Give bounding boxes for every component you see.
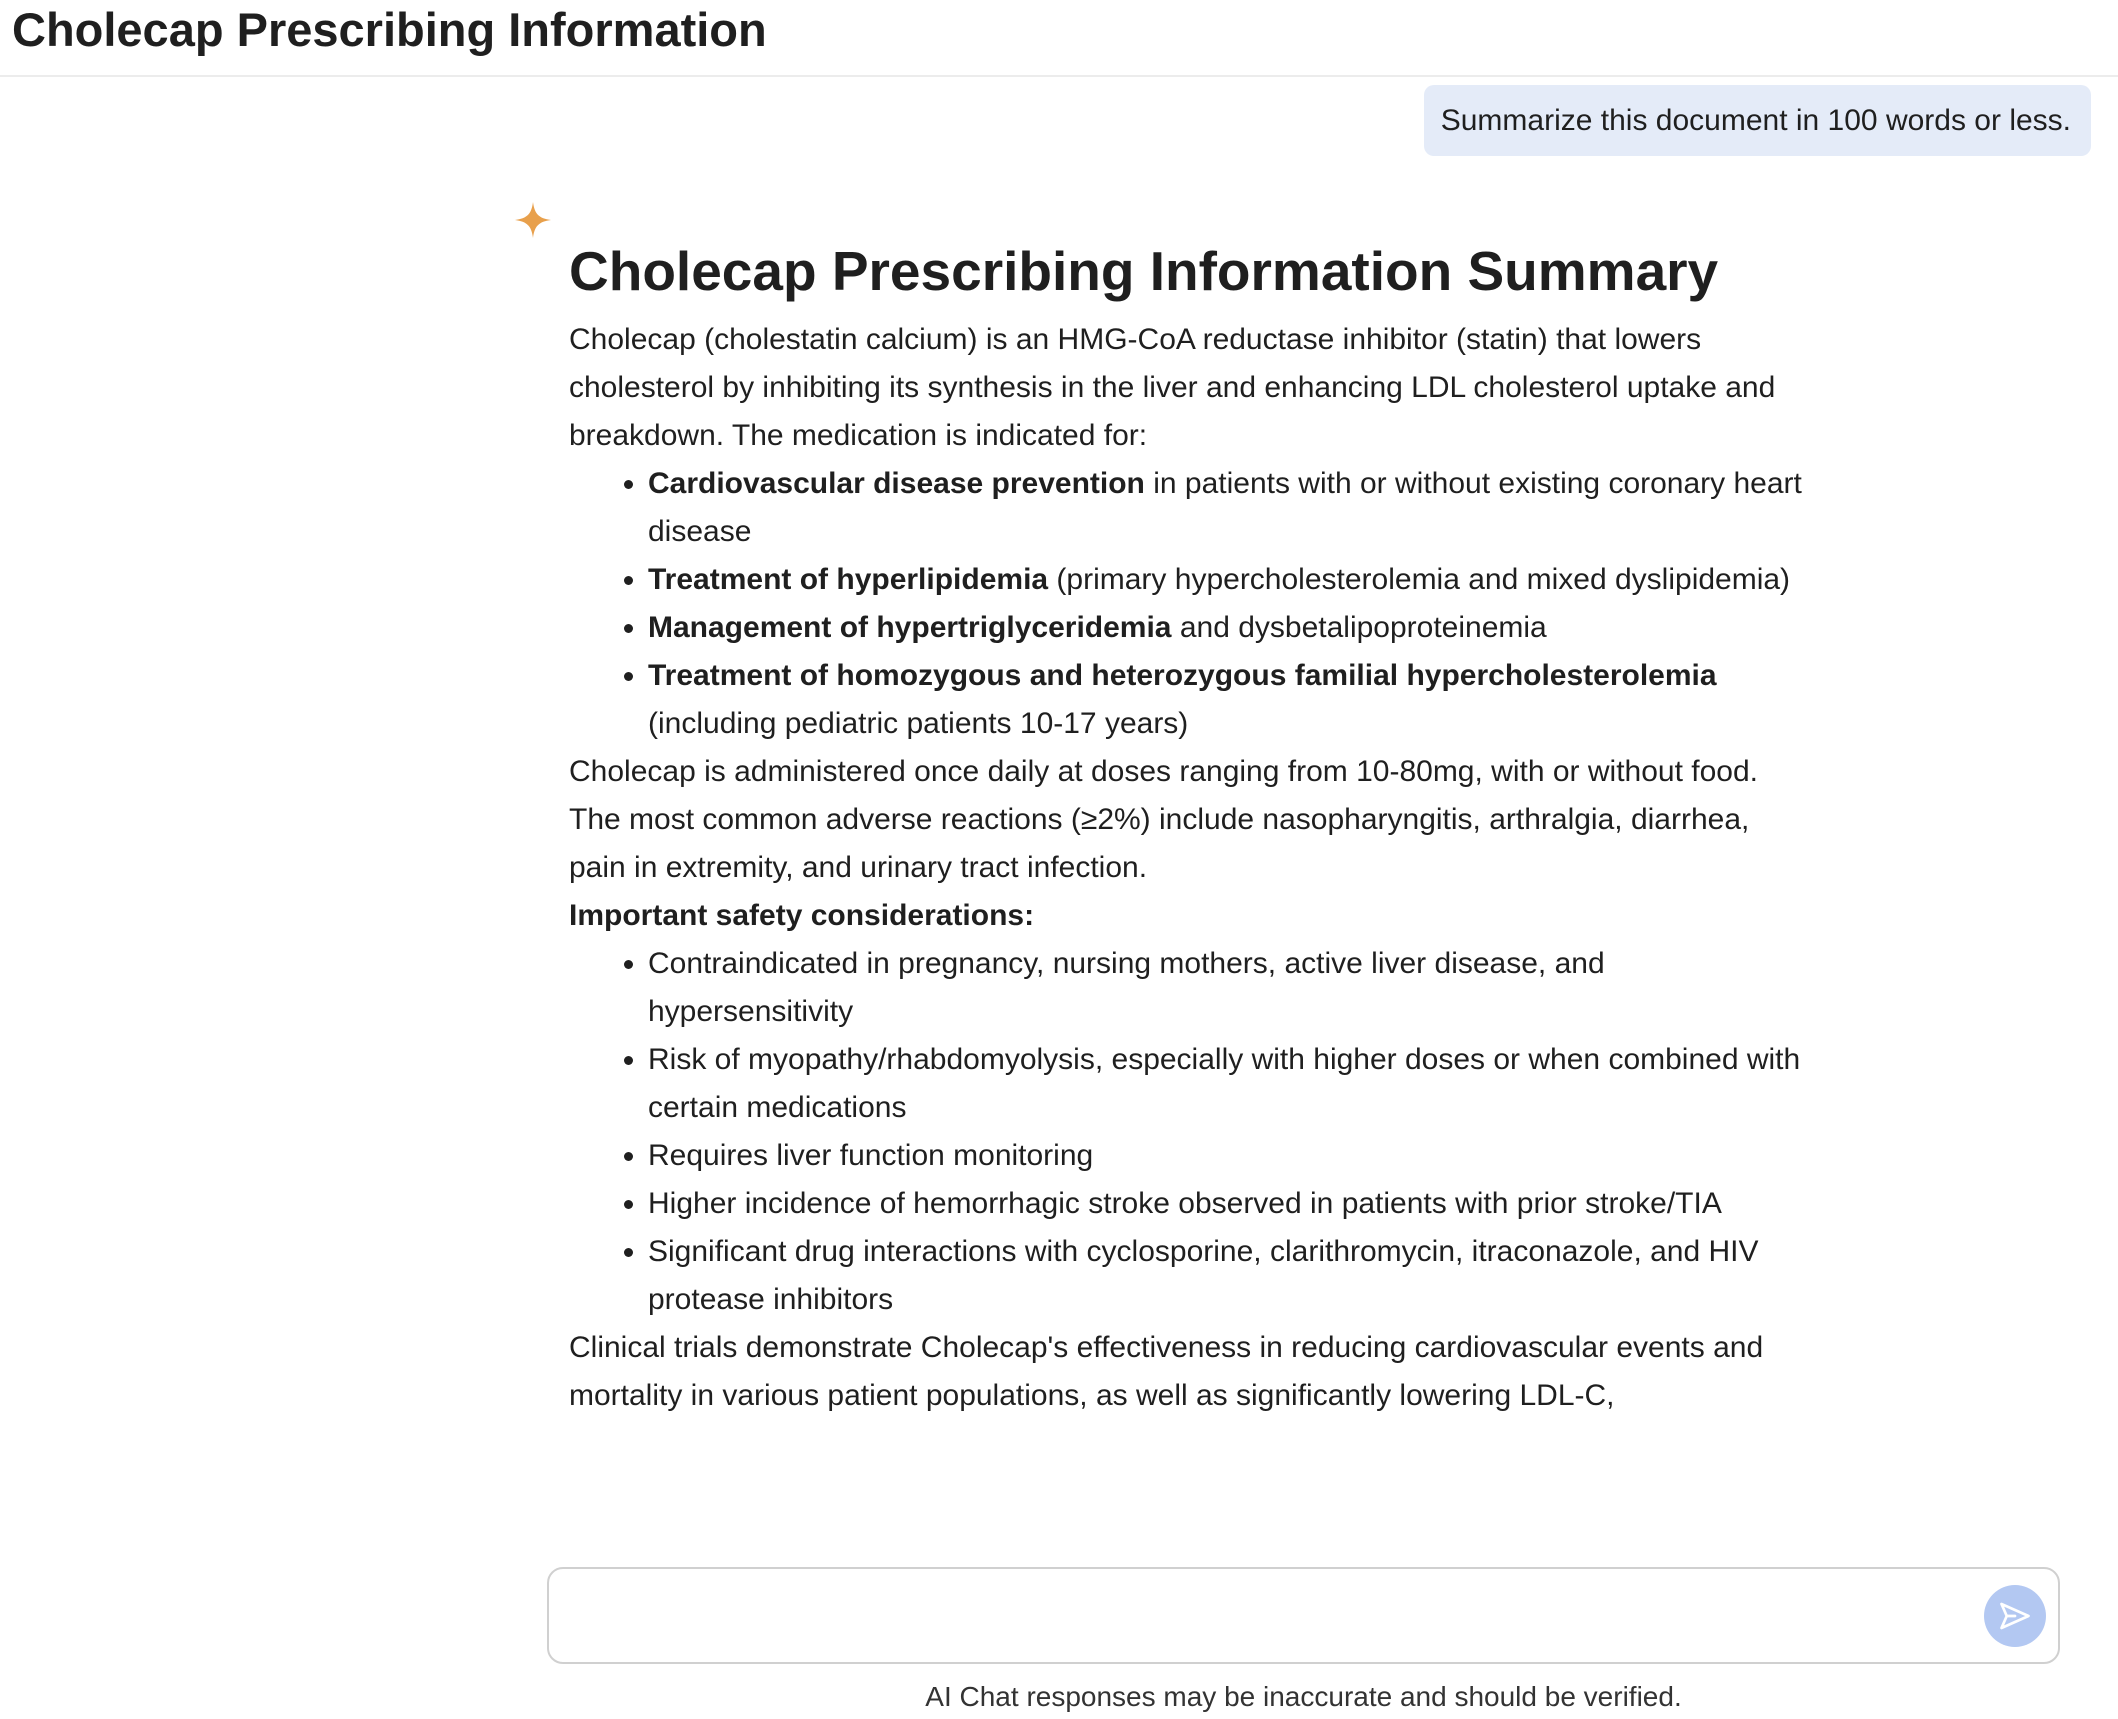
safety-item: Higher incidence of hemorrhagic stroke observed in patients with prior stroke/TIA xyxy=(648,1180,1809,1228)
indication-bold: Management of hypertriglyceridemia xyxy=(648,611,1172,644)
indication-item xyxy=(648,604,1809,652)
response-intro: Cholecap (cholestatin calcium) is an HMG-CoA reductase inhibitor (statin) that lowers cholesterol by inhibiting its synthesis in the liver and enhancing LDL cholesterol uptake and breakdown. The medication is indicated for: xyxy=(569,323,1776,452)
sparkle-icon xyxy=(513,200,553,240)
disclaimer-text: AI Chat responses may be inaccurate and should be verified. xyxy=(925,1681,1682,1712)
chat-input[interactable] xyxy=(569,1589,1953,1645)
user-message: Summarize this document in 100 words or less. xyxy=(1424,85,2091,156)
dosing-paragraph: Cholecap is administered once daily at doses ranging from 10-80mg, with or without food. The most common adverse reactions (≥2%) include nasopharyngitis, arthralgia, diarrhea, pain in extremity, and urinary tract infection. xyxy=(569,755,1758,884)
app-header xyxy=(0,0,2118,77)
response-heading: Cholecap Prescribing Information Summary xyxy=(569,240,1719,302)
indication-item xyxy=(648,652,1809,748)
safety-heading: Important safety considerations: xyxy=(569,899,1035,932)
safety-item: Risk of myopathy/rhabdomyolysis, especially with higher doses or when combined with certain medications xyxy=(648,1036,1809,1132)
indication-text: and dysbetalipoproteinemia xyxy=(1171,611,1547,644)
indication-text: in patients with or without existing coronary heart disease xyxy=(648,467,1802,548)
safety-item: Significant drug interactions with cyclosporine, clarithromycin, itraconazole, and HIV protease inhibitors xyxy=(648,1228,1809,1324)
chat-composer xyxy=(547,1567,2060,1664)
indication-text: (primary hypercholesterolemia and mixed dyslipidemia) xyxy=(1048,563,1791,596)
indication-bold: Treatment of hyperlipidemia xyxy=(648,563,1049,596)
send-button[interactable] xyxy=(1984,1585,2046,1647)
closing-paragraph: Clinical trials demonstrate Cholecap's effectiveness in reducing cardiovascular events and mortality in various patient populations, as well as significantly lowering LDL-C, xyxy=(569,1331,1764,1412)
send-icon xyxy=(1997,1598,2033,1634)
safety-item: Contraindicated in pregnancy, nursing mothers, active liver disease, and hypersensitivity xyxy=(648,940,1809,1036)
document-title: Cholecap Prescribing Information xyxy=(12,3,767,56)
indication-item xyxy=(648,556,1809,604)
safety-item: Requires liver function monitoring xyxy=(648,1132,1809,1180)
indication-bold: Cardiovascular disease prevention xyxy=(648,467,1145,500)
indication-text: (including pediatric patients 10-17 years) xyxy=(648,707,1189,740)
assistant-response xyxy=(569,236,1809,1420)
indication-bold: Treatment of homozygous and heterozygous familial hypercholesterolemia xyxy=(648,659,1717,692)
indication-item xyxy=(648,460,1809,556)
safety-list xyxy=(569,940,1809,1324)
indications-list xyxy=(569,460,1809,748)
